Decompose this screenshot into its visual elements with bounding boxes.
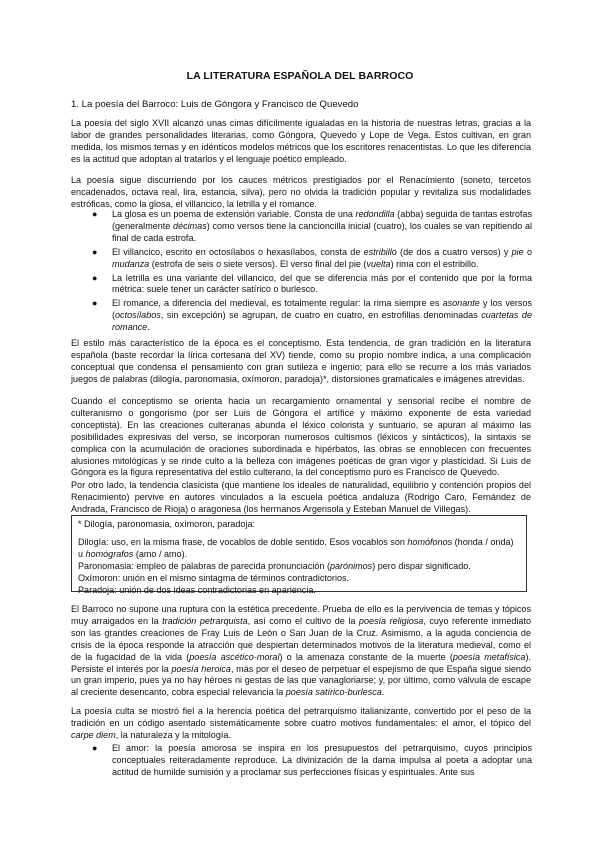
footnote-box [71, 515, 527, 595]
footnote-paronomasia: Paronomasia: empleo de palabras de parecida pronunciación (parónimos) pero dispar significado. [78, 560, 471, 571]
list-item-amor: ● El amor: la poesía amorosa se inspira en los presupuestos del petrarquismo, cuyos principios conceptuales reiteradamente reproduce. La divinización de la dama impulsa al poeta a adoptar una actitud de humilde sumisión y a proclamar sus perfecciones físicas y espirituales. Ante sus [92, 743, 532, 777]
list-item-romance: ● El romance, a diferencia del medieval, es totalmente regular: la rima siempre es asonante y los versos (octosílabos, sin excepción) se agrupan, de cuatro en cuatro, en estrofillas denominadas cuartetas de romance. [92, 298, 532, 333]
paragraph-continuidad: El Barroco no supone una ruptura con la estética precedente. Prueba de ello es la pervivencia de temas y tópicos muy arraigados en la tradición petrarquista, así como el cultivo de la poesía religiosa, cuyo referente inmediato son las grandes creaciones de Fray Luis de León o San Juan de la Cruz. Asimismo, a la aguda conciencia de crisis de la época responde la atracción que despiertan determinados motivos de la literatura medieval, como el de la fugacidad de la vida (poesía ascético-moral) o la amenaza constante de la muerte (poesía metafísica). Persiste el interés por la poesía heroica, más por el deseo de perpetuar el espejismo de que España sigue siendo un gran imperio, pues ya no hay héroes ni gestas de las que vanagloriarse; y, por último, como válvula de escape al creciente desencanto, cobra especial relevancia la poesía satírico-burlesca. [71, 604, 531, 698]
footnote-paradoja: Paradoja: unión de dos ideas contradictorias en apariencia. [78, 584, 316, 595]
paragraph-culteranismo: Cuando el conceptismo se orienta hacia un recargamiento ornamental y sensorial recibe el nombre de culteranismo o gongorismo (por ser Luis de Góngora el artífice y máximo exponente de esta variedad conceptista). En las creaciones culteranas abunda el léxico colorista y suntuario, se apuran al máximo las posibilidades expresivas del verso, se incorporan numerosos cultismos (léxicos y sintácticos), la sintaxis se complica con la acumulación de oraciones subordinada e hipérbatos, las obras se ennoblecen con frecuentes alusiones mitológicas y se rinde culto a la belleza con imágenes poéticas de gran vigor y plasticidad. Si Luis de Góngora es la figura representativa del estilo culterano, la del conceptismo puro es Francisco de Quevedo. [71, 396, 531, 478]
footnote-oximoron: Oxímoron: unión en el mismo sintagma de términos contradictorios. [78, 572, 350, 583]
forms-list [92, 209, 532, 336]
list-item-letrilla: ● La letrilla es una variante del villancico, del que se diferencia más por el contenido que por la forma métrica: suele tener un carácter satírico o burlesco. [92, 272, 532, 295]
paragraph-conceptismo: El estilo más característico de la época es el conceptismo. Esta tendencia, de gran tradición en la literatura española (baste recordar la lírica cortesana del XV) tiende, como su propio nombre indica, a una complicación conceptual que condensa el pensamiento con gran sutileza e ingenio; para ello se recurre a los más variados juegos de palabras (dilogía, paronomasia, oxímoron, paradoja)*, distorsiones gramaticales e imágenes atrevidas. [71, 338, 531, 384]
bullet-icon: ● [92, 298, 98, 309]
paragraph-intro: La poesía del siglo XVII alcanzó unas cimas difícilmente igualadas en la historia de nuestras letras, gracias a la labor de grandes personalidades literarias, como Góngora, Quevedo y Lope de Vega. Estos cultivan, en gran medida, los mismos temas y en idénticos modelos métricos que los escritores renacentistas. Lo que les diferencia es la actitud que adoptan al tratarlos y el lenguaje poético empleado. [71, 118, 531, 164]
page-title: LA LITERATURA ESPAÑOLA DEL BARROCO [186, 70, 414, 82]
footnote-dilogia: Dilogía: uso, en la misma frase, de vocablos de doble sentido. Esos vocablos son homófonos (honda / onda) u homógrafos (amo / amo). [78, 536, 514, 559]
bullet-icon: ● [92, 246, 98, 257]
paragraph-clasicismo: Por otro lado, la tendencia clasicista (que mantiene los ideales de naturalidad, equilibrio y contención propios del Renacimiento) pervive en autores vinculados a la escuela poética andaluza (Rodrigo Caro, Fernández de Andrada, Francisco de Rioja) o aragonesa (los hermanos Argensola y Esteban Manuel de Villegas). [71, 480, 531, 514]
footnote-heading: * Dilogía, paronomasia, oxímoron, paradoja: [78, 519, 256, 529]
list-item-glosa: ● La glosa es un poema de extensión variable. Consta de una redondilla (abba) seguida de tantas estrofas (generalmente décimas) como versos tiene la cancioncilla inicial (cuatro), los cuales se van repitiendo al final de cada estrofa. [92, 209, 532, 243]
bullet-icon: ● [92, 743, 98, 753]
bullet-icon: ● [92, 209, 98, 219]
section-heading: 1. La poesía del Barroco: Luis de Góngora y Francisco de Quevedo [71, 99, 359, 110]
bullet-icon: ● [92, 272, 98, 283]
paragraph-metrics: La poesía sigue discurriendo por los cauces métricos prestigiados por el Renacimiento (soneto, tercetos encadenados, octava real, lira, estancia, silva), pero no olvida la tradición popular y revitaliza sus modalidades estróficas, como la glosa, el villancico, la letrilla y el romance. [71, 175, 531, 209]
list-item-villancico: ● El villancico, escrito en octosílabos o hexasílabos, consta de estribillo (de dos a cuatro versos) y pie o mudanza (estrofa de seis o siete versos). El verso final del pie (vuelta) rima con el estribillo. [92, 246, 532, 269]
paragraph-poesia-culta: La poesía culta se mostró fiel a la herencia poética del petrarquismo italianizante, convertido por el peso de la tradición en un código asentado sistemáticamente sobre cuatro motivos fundamentales: el amor, el tópico del carpe diem, la naturaleza y la mitología. [71, 706, 531, 740]
motifs-list [92, 743, 532, 781]
